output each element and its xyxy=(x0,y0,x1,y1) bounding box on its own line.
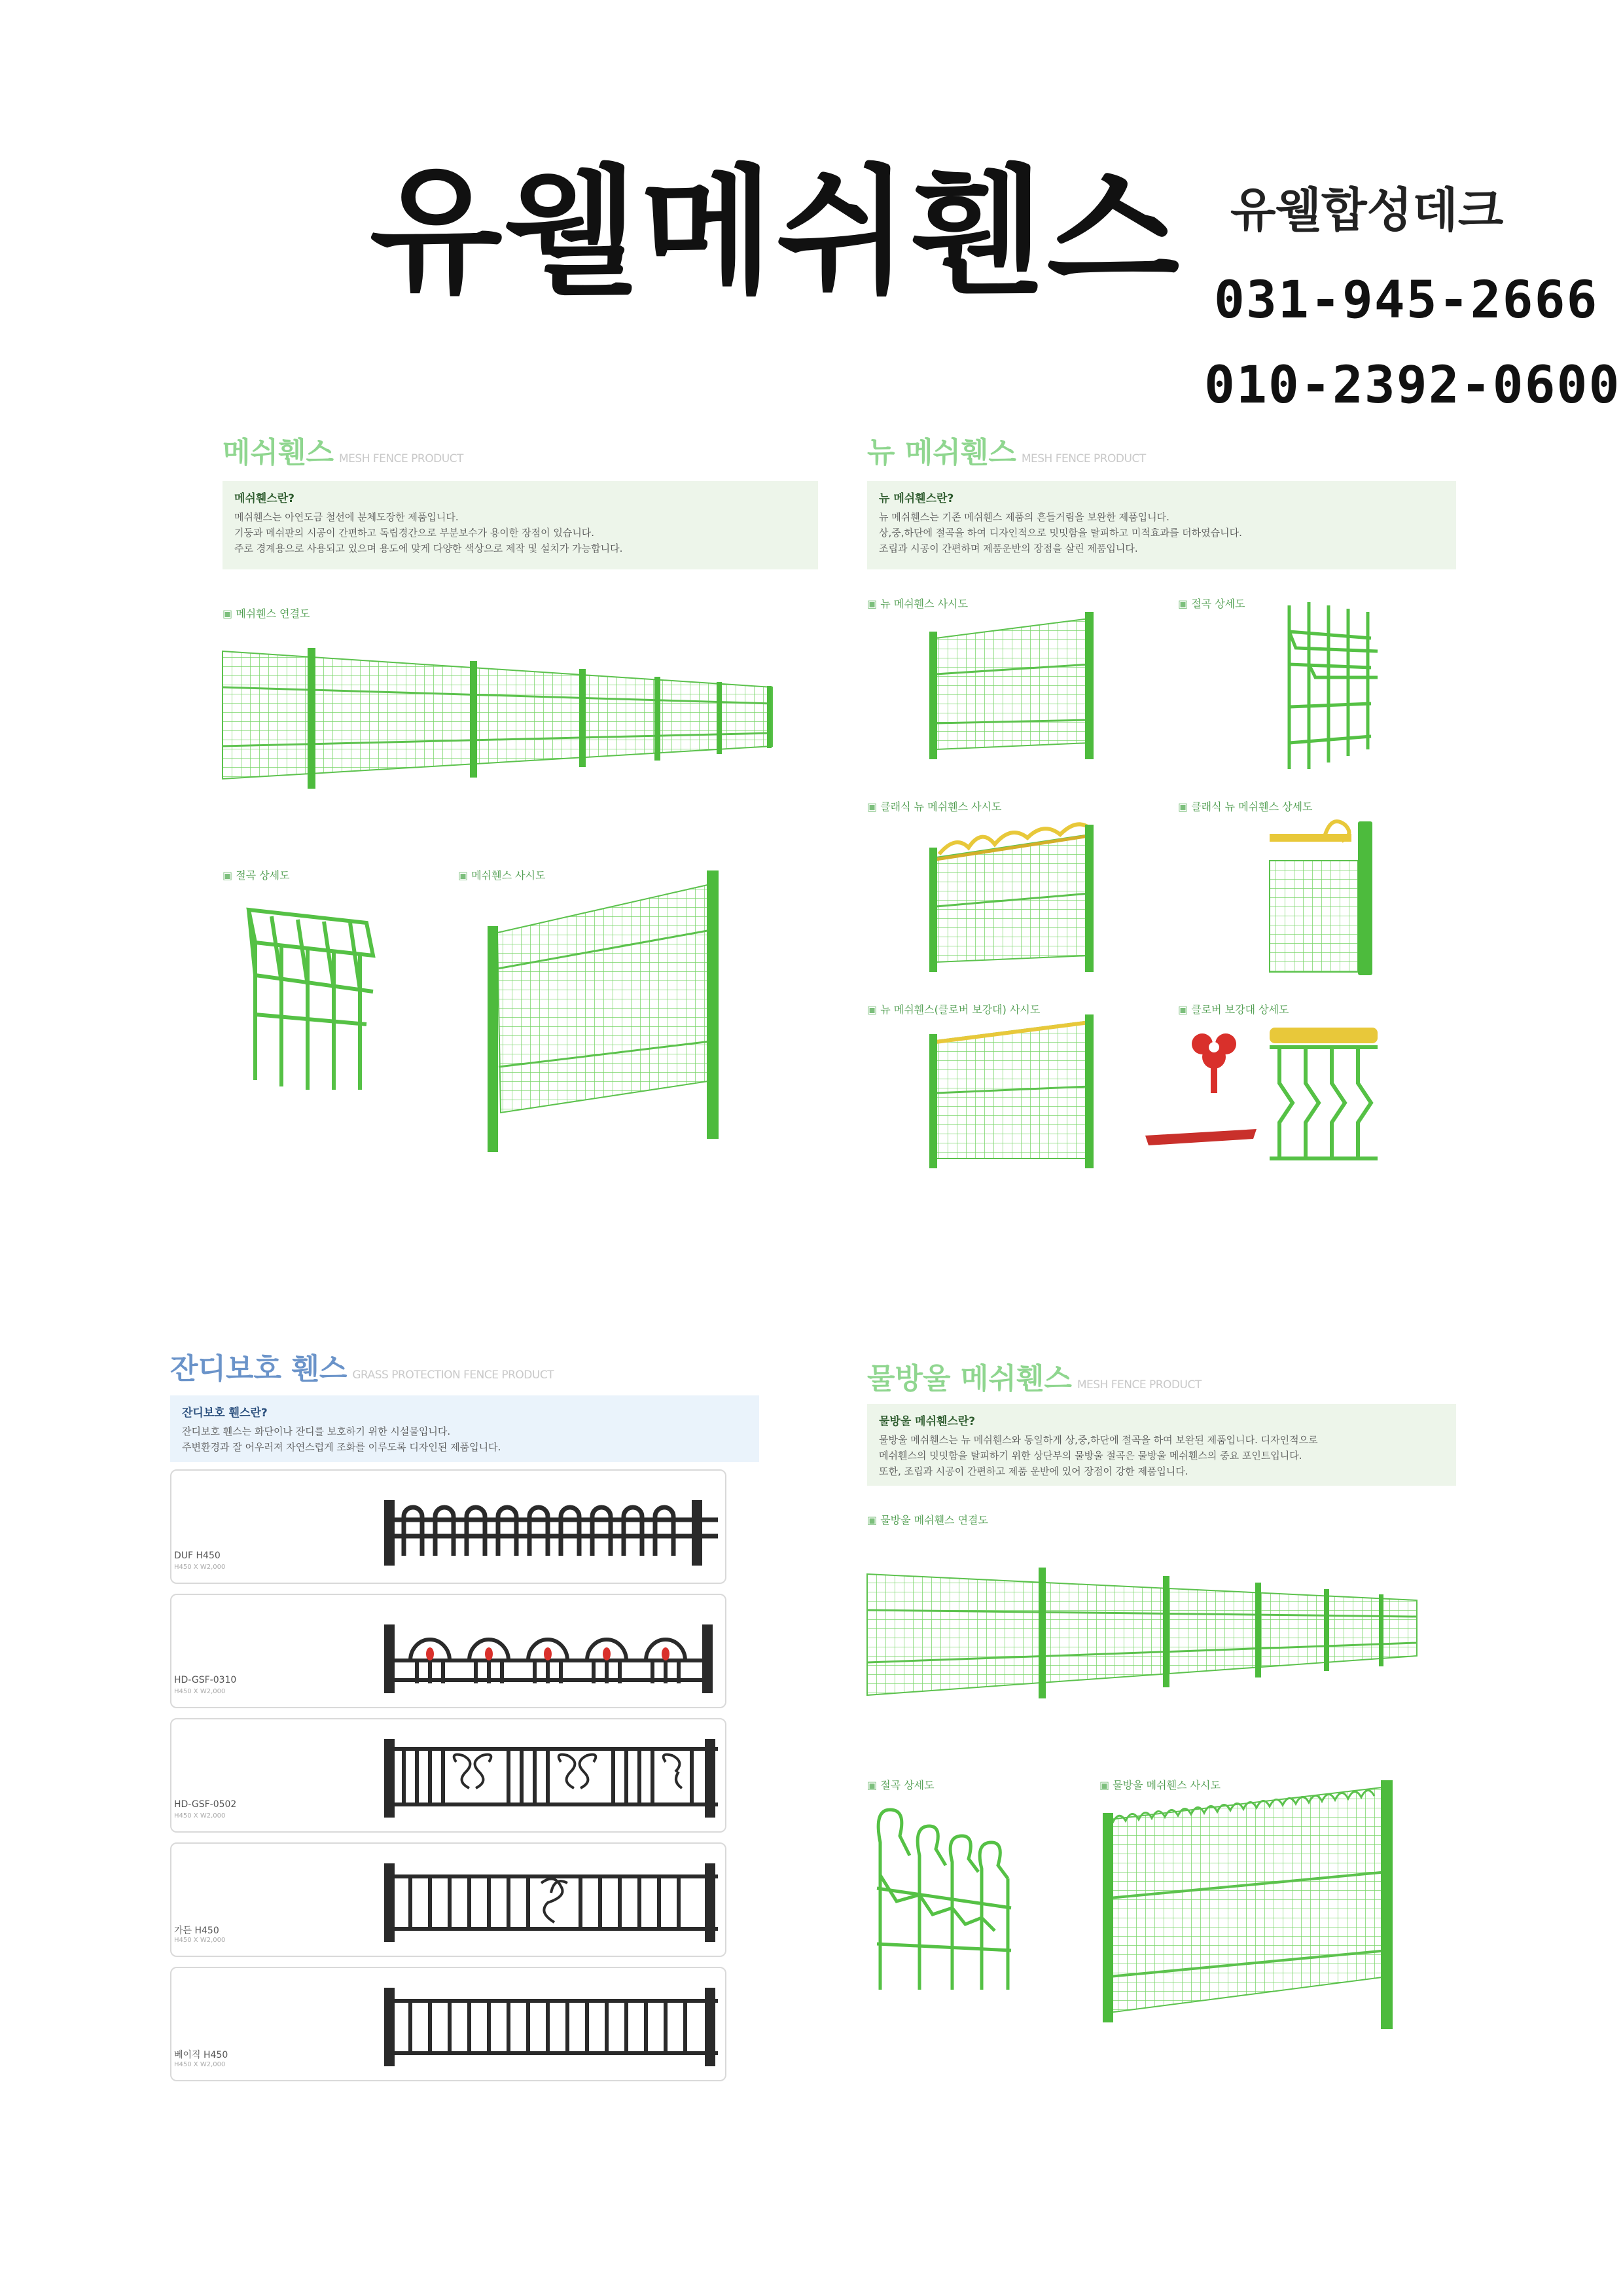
product-size: H450 X W2,000 xyxy=(174,1564,226,1571)
new-mesh-question: 뉴 메쉬휀스란? xyxy=(879,492,954,505)
water-desc-line-3: 또한, 조립과 시공이 간편하고 제품 운반에 있어 장점이 강한 제품입니다. xyxy=(879,1465,1188,1477)
grass-question: 잔디보호 휀스란? xyxy=(182,1407,268,1420)
mesh-description-box xyxy=(223,481,818,569)
phone-number-1: 031-945-2666 xyxy=(1214,271,1599,330)
water-title-text: 물방울 메쉬휀스 xyxy=(867,1362,1072,1395)
product-size: H450 X W2,000 xyxy=(174,1937,226,1944)
product-name: DUF H450 xyxy=(174,1551,221,1561)
new-mesh-caption-classic-detail: ▣ 클래식 뉴 메쉬휀스 상세도 xyxy=(1178,798,1312,814)
water-perspective-image xyxy=(1099,1780,1414,2029)
mesh-desc-line-2: 기둥과 메쉬판의 시공이 간편하고 독립경간으로 부분보수가 용이한 장점이 있습니다. xyxy=(234,527,595,539)
mesh-question: 메쉬휀스란? xyxy=(234,492,294,505)
new-mesh-caption-clover: ▣ 뉴 메쉬휀스(클로버 보강대) 사시도 xyxy=(867,1001,1040,1016)
garden-fence-image xyxy=(384,1857,718,1945)
new-mesh-caption-perspective: ▣ 뉴 메쉬휀스 사시도 xyxy=(867,596,968,611)
grass-title-text: 잔디보호 휀스 xyxy=(170,1352,348,1386)
new-mesh-title-text: 뉴 메쉬휀스 xyxy=(867,436,1016,469)
new-mesh-section-title xyxy=(867,436,1146,469)
grass-desc-line-2: 주변환경과 잘 어우러져 자연스럽게 조화를 이루도록 디자인된 제품입니다. xyxy=(182,1441,501,1453)
new-mesh-desc-line-1: 뉴 메쉬휀스는 기존 메쉬휀스 제품의 흔들거림을 보완한 제품입니다. xyxy=(879,511,1169,523)
mesh-desc-line-3: 주로 경계용으로 사용되고 있으며 용도에 맞게 다양한 색상으로 제작 및 설치가 가능합니다. xyxy=(234,543,623,554)
clover-new-mesh-perspective-image xyxy=(929,1014,1099,1168)
new-mesh-perspective-image xyxy=(929,612,1099,759)
water-connection-image xyxy=(867,1564,1423,1705)
product-size: H450 X W2,000 xyxy=(174,1812,226,1820)
mesh-subtitle: MESH FENCE PRODUCT xyxy=(339,452,463,465)
product-size: H450 X W2,000 xyxy=(174,1688,226,1695)
product-name: 베이직 H450 xyxy=(174,2050,228,2060)
water-desc-line-1: 물방울 메쉬휀스는 뉴 메쉬휀스와 동일하게 상,중,하단에 절곡을 하여 보완된 제품입니다. 디자인적으로 xyxy=(879,1434,1318,1446)
phone-number-2: 010-2392-0600 xyxy=(1204,356,1621,415)
product-size: H450 X W2,000 xyxy=(174,2061,226,2068)
grass-product-panel-3 xyxy=(170,1718,726,1833)
hd-gsf-0502-fence-image xyxy=(384,1732,718,1821)
grass-description-box xyxy=(170,1395,759,1462)
new-mesh-caption-bend: ▣ 절곡 상세도 xyxy=(1178,596,1245,611)
mesh-connection-image xyxy=(223,648,785,798)
page-title: 유웰메쉬휀스 xyxy=(370,152,1183,312)
mesh-desc-line-1: 메쉬휀스는 아연도금 철선에 분체도장한 제품입니다. xyxy=(234,511,459,523)
basic-fence-image xyxy=(384,1981,718,2070)
grass-desc-line-1: 잔디보호 휀스는 화단이나 잔디를 보호하기 위한 시설물입니다. xyxy=(182,1426,451,1437)
mesh-bend-detail-image xyxy=(236,897,380,1093)
product-name: HD-GSF-0310 xyxy=(174,1675,237,1685)
grass-product-panel-1 xyxy=(170,1469,726,1584)
water-caption-perspective: ▣ 물방울 메쉬휀스 사시도 xyxy=(1099,1777,1221,1792)
grass-product-panel-2 xyxy=(170,1594,726,1708)
water-bend-detail-image xyxy=(870,1797,1027,1993)
grass-section-title xyxy=(170,1352,554,1386)
water-description-box xyxy=(867,1404,1456,1486)
water-question: 물방울 메쉬휀스란? xyxy=(879,1415,976,1428)
grass-product-panel-5 xyxy=(170,1967,726,2081)
classic-new-mesh-detail-image xyxy=(1266,815,1381,975)
water-desc-line-2: 메쉬휀스의 밋밋함을 탈피하기 위한 상단부의 물방울 절곡은 물방울 메쉬휀스의 중요 포인트입니다. xyxy=(879,1450,1302,1462)
product-name: 가든 H450 xyxy=(174,1926,219,1936)
hd-gsf-0310-fence-image xyxy=(384,1611,718,1693)
water-caption-bend: ▣ 절곡 상세도 xyxy=(867,1777,935,1792)
new-mesh-caption-classic: ▣ 클래식 뉴 메쉬휀스 사시도 xyxy=(867,798,1001,814)
mesh-perspective-image xyxy=(484,870,746,1145)
duf-fence-image xyxy=(384,1494,718,1566)
new-mesh-caption-clover-detail: ▣ 클로버 보강대 상세도 xyxy=(1178,1001,1289,1016)
grass-product-panel-4 xyxy=(170,1842,726,1957)
new-mesh-description-box xyxy=(867,481,1456,569)
mesh-title-text: 메쉬휀스 xyxy=(223,436,334,469)
water-caption-connection: ▣ 물방울 메쉬휀스 연결도 xyxy=(867,1512,988,1527)
new-mesh-subtitle: MESH FENCE PRODUCT xyxy=(1021,452,1146,465)
mesh-caption-perspective: ▣ 메쉬휀스 사시도 xyxy=(458,867,545,882)
new-mesh-desc-line-2: 상,중,하단에 절곡을 하여 디자인적으로 밋밋함을 탈피하고 미적효과를 더하였습니다. xyxy=(879,527,1242,539)
mesh-section-title xyxy=(223,436,463,469)
new-mesh-bend-detail-image xyxy=(1279,592,1381,772)
mesh-caption-connection: ▣ 메쉬휀스 연결도 xyxy=(223,605,310,620)
company-name: 유웰합성데크 xyxy=(1230,183,1504,238)
clover-reinforcement-detail-image xyxy=(1142,1018,1384,1172)
water-subtitle: MESH FENCE PRODUCT xyxy=(1077,1378,1202,1391)
mesh-caption-bend: ▣ 절곡 상세도 xyxy=(223,867,290,882)
product-name: HD-GSF-0502 xyxy=(174,1799,237,1810)
classic-new-mesh-perspective-image xyxy=(929,808,1099,972)
new-mesh-desc-line-3: 조립과 시공이 간편하며 제품운반의 장점을 살린 제품입니다. xyxy=(879,543,1138,554)
water-section-title xyxy=(867,1362,1202,1395)
grass-subtitle: GRASS PROTECTION FENCE PRODUCT xyxy=(352,1369,554,1382)
clover-profile-icon xyxy=(1192,1033,1236,1093)
